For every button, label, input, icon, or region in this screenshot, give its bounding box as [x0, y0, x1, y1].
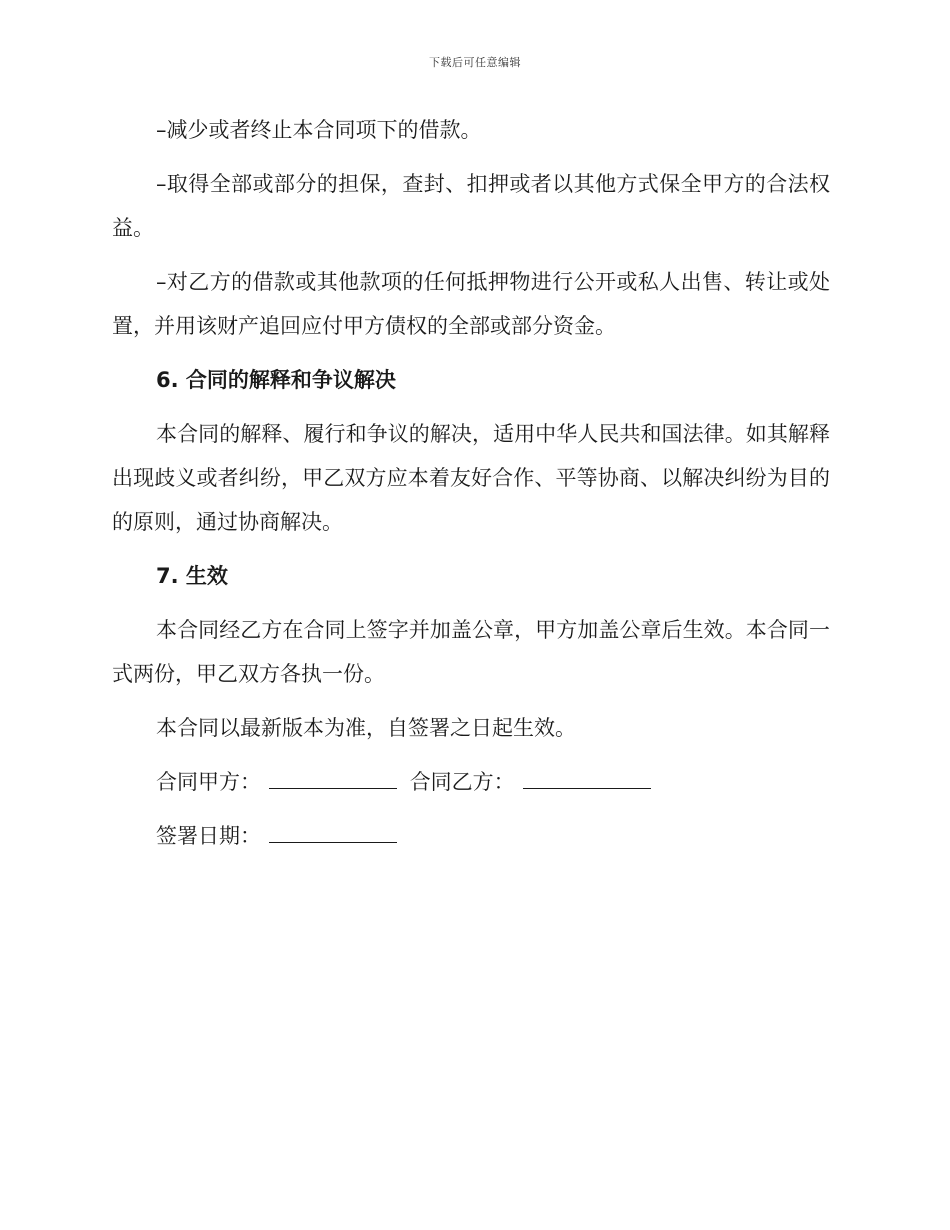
- page-header: 下载后可任意编辑: [429, 56, 521, 69]
- document-body: [112, 108, 830, 868]
- section-heading-effective: 7. 生效: [156, 564, 228, 588]
- signature-parties-line: [112, 760, 830, 804]
- sign-date-blank[interactable]: [269, 822, 397, 843]
- party-b-label: 合同乙方：: [409, 770, 515, 794]
- clause-effective: 本合同经乙方在合同上签字并加盖公章，甲方加盖公章后生效。本合同一式两份，甲乙双方各执一份。: [112, 618, 830, 686]
- clause-reduce-loan: –减少或者终止本合同项下的借款。: [156, 118, 482, 142]
- clause-dispute-resolution: 本合同的解释、履行和争议的解决，适用中华人民共和国法律。如其解释出现歧义或者纠纷，甲乙双方应本着友好合作、平等协商、以解决纠纷为目的的原则，通过协商解决。: [112, 422, 830, 534]
- section-heading-dispute: 6. 合同的解释和争议解决: [156, 368, 396, 392]
- signature-date-line: [112, 814, 830, 858]
- sign-date-label: 签署日期：: [156, 824, 261, 848]
- party-b-blank[interactable]: [523, 768, 651, 789]
- clause-collateral-sale: –对乙方的借款或其他款项的任何抵押物进行公开或私人出售、转让或处置，并用该财产追回应付甲方债权的全部或部分资金。: [112, 270, 830, 338]
- clause-latest-version: 本合同以最新版本为准，自签署之日起生效。: [156, 716, 576, 740]
- clause-guarantee: –取得全部或部分的担保，查封、扣押或者以其他方式保全甲方的合法权益。: [112, 172, 830, 240]
- party-a-blank[interactable]: [269, 768, 397, 789]
- party-a-label: 合同甲方：: [156, 770, 261, 794]
